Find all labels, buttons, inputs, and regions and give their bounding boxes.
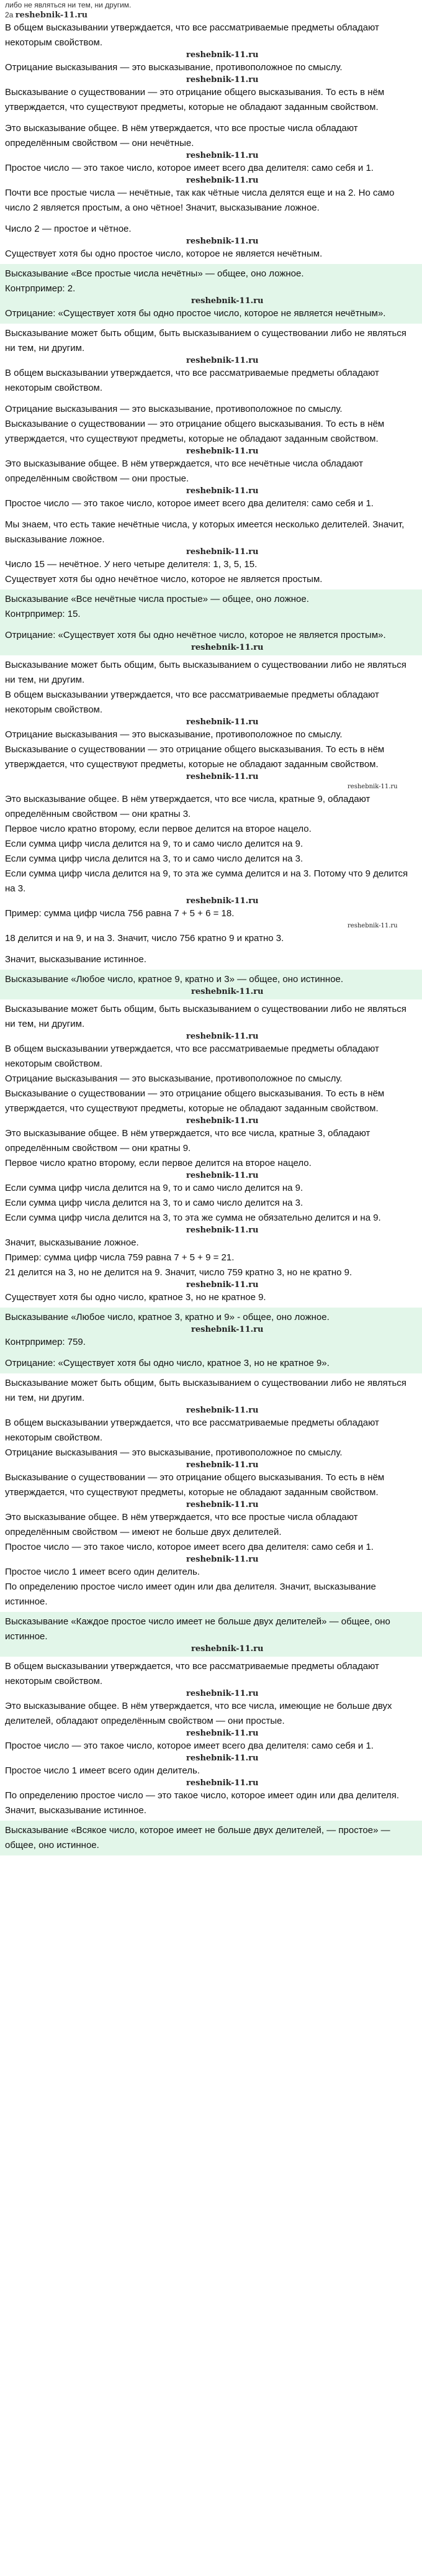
watermark-logo: reshebnik-11.ru [186, 1032, 259, 1041]
fact: Простое число 1 имеет всего один делитель. [5, 1567, 200, 1577]
watermark-logo: reshebnik-11.ru [186, 50, 259, 60]
example-conclusion: 21 делится на 3, но не делится на 9. Значит, число 759 кратно 3, но не кратно 9. [5, 1267, 352, 1278]
negation-definition: Отрицание высказывания — это высказывание, противоположное по смыслу. [5, 729, 343, 740]
reasoning: По определению простое число — это такое число, которое имеет один или два делителя. Значит, высказывание истинное. [5, 1790, 400, 1816]
truth-note: Значит, высказывание истинное. [5, 954, 146, 965]
existence-definition: Высказывание о существовании — это отрицание общего высказывания. То есть в нём утверждается, что существуют предметы, которые не обладают заданным свойством. [5, 744, 385, 770]
task-label: 2a [5, 11, 14, 19]
watermark-logo: reshebnik-11.ru [15, 11, 88, 20]
example: Пример: сумма цифр числа 756 равна 7 + 5 + 6 = 18. [5, 908, 235, 919]
watermark-logo: reshebnik-11.ru [186, 547, 259, 557]
reasoning: По определению простое число имеет один или два делителя. Значит, высказывание истинное. [5, 1582, 376, 1607]
intro: Высказывание может быть общим, быть высказыванием о существовании либо не являться ни тем, ни другим. [5, 660, 406, 685]
watermark-logo: reshebnik-11.ru [186, 1754, 259, 1763]
prime-definition: Простое число — это такое число, которое имеет всего два делителя: само себя и 1. [5, 1741, 374, 1751]
watermark-logo: reshebnik-11.ru [186, 772, 259, 781]
watermark-logo: reshebnik-11.ru [191, 987, 264, 996]
watermark-logo: reshebnik-11.ru [186, 1280, 259, 1290]
statement-type: Это высказывание общее. В нём утверждается, что все числа, имеющие не больше двух делителей, обладают определённым свойством — они простые. [5, 1701, 392, 1726]
answer: Высказывание «Всякое число, которое имеет не больше двух делителей, — простое» — общее, оно истинное. [5, 1825, 390, 1850]
watermark-logo-small: reshebnik-11.ru [348, 783, 398, 790]
watermark-logo: reshebnik-11.ru [186, 1500, 259, 1509]
watermark-logo: reshebnik-11.ru [186, 151, 259, 160]
solution-part-b [0, 326, 422, 655]
answer: Высказывание «Каждое простое число имеет не больше двух делителей» — общее, оно истинное. [5, 1616, 390, 1642]
reasoning: Если сумма цифр числа делится на 3, то эта же сумма не обязательно делится и на 9. [5, 1213, 381, 1223]
negation: Отрицание: «Существует хотя бы одно нечётное число, которое не является простым». [5, 630, 386, 640]
watermark-logo: reshebnik-11.ru [186, 1729, 259, 1738]
answer-box [0, 589, 422, 655]
watermark-logo: reshebnik-11.ru [186, 717, 259, 727]
divisibility-rule-9: Если сумма цифр числа делится на 9, то и само число делится на 9. [5, 839, 303, 849]
watermark-logo: reshebnik-11.ru [186, 486, 259, 496]
existence-statement: Существует хотя бы одно простое число, которое не является нечётным. [5, 248, 323, 259]
divisibility-rule-3: Если сумма цифр числа делится на 3, то и само число делится на 3. [5, 1198, 303, 1208]
watermark-logo: reshebnik-11.ru [186, 176, 259, 185]
reasoning: Мы знаем, что есть такие нечётные числа, у которых имеется несколько делителей. Значит, высказывание ложное. [5, 519, 405, 545]
intro: Высказывание может быть общим, быть высказыванием о существовании либо не являться ни тем, ни другим. [5, 328, 406, 353]
fact: Число 15 — нечётное. У него четыре делителя: 1, 3, 5, 15. [5, 559, 258, 570]
watermark-logo: reshebnik-11.ru [186, 1555, 259, 1564]
solution-part-f [0, 1659, 422, 1855]
watermark-logo: reshebnik-11.ru [191, 1644, 264, 1654]
watermark-logo: reshebnik-11.ru [186, 1171, 259, 1180]
fact: Простое число 1 имеет всего один делитель. [5, 1765, 200, 1776]
intro: Высказывание может быть общим, быть высказыванием о существовании либо не являться ни тем, ни другим. [5, 1004, 406, 1029]
watermark-logo: reshebnik-11.ru [186, 1460, 259, 1470]
existence-statement: Существует хотя бы одно нечётное число, которое не является простым. [5, 574, 323, 585]
answer-box [0, 1308, 422, 1373]
watermark-logo: reshebnik-11.ru [186, 1116, 259, 1126]
solution-part-d [0, 1002, 422, 1373]
negation: Отрицание: «Существует хотя бы одно число, кратное 3, но не кратное 9». [5, 1358, 330, 1368]
existence-statement: Существует хотя бы одно число, кратное 3, но не кратное 9. [5, 1292, 266, 1303]
prime-definition: Простое число — это такое число, которое имеет всего два делителя: само себя и 1. [5, 1542, 374, 1552]
divisibility-rule-3: Если сумма цифр числа делится на 3, то и само число делится на 3. [5, 853, 303, 864]
general-definition: В общем высказывании утверждается, что все рассматриваемые предметы обладают некоторым свойством. [5, 368, 379, 393]
negation-definition: Отрицание высказывания — это высказывание, противоположное по смыслу. [5, 404, 343, 414]
solution-part-c [0, 658, 422, 999]
counterexample: Контрпример: 15. [5, 609, 81, 619]
counterexample: Контрпример: 759. [5, 1337, 86, 1347]
answer-box [0, 264, 422, 324]
negation: Отрицание: «Существует хотя бы одно простое число, которое не является нечётным». [5, 308, 386, 319]
answer: Высказывание «Все нечётные числа простые» — общее, оно ложное. [5, 594, 309, 604]
multiple-definition: Первое число кратно второму, если первое делится на второе нацело. [5, 824, 312, 834]
general-definition: В общем высказывании утверждается, что все рассматриваемые предметы обладают некоторым свойством. [5, 690, 379, 715]
existence-definition: Высказывание о существовании — это отрицание общего высказывания. То есть в нём утверждается, что существуют предметы, которые не обладают заданным свойством. [5, 87, 385, 112]
general-definition: В общем высказывании утверждается, что все рассматриваемые предметы обладают некоторым свойством. [5, 1661, 379, 1686]
watermark-logo: reshebnik-11.ru [186, 1226, 259, 1235]
solution-part-a [0, 20, 422, 324]
prime-definition: Простое число — это такое число, которое имеет всего два делителя: само себя и 1. [5, 163, 374, 173]
falsity-note: Значит, высказывание ложное. [5, 1237, 139, 1248]
answer: Высказывание «Любое число, кратное 9, кратно и 3» — общее, оно истинное. [5, 974, 344, 985]
top-fragment [0, 0, 422, 20]
watermark-logo: reshebnik-11.ru [186, 1689, 259, 1698]
watermark-logo: reshebnik-11.ru [186, 356, 259, 365]
existence-definition: Высказывание о существовании — это отрицание общего высказывания. То есть в нём утверждается, что существуют предметы, которые не обладают заданным свойством. [5, 419, 385, 444]
answer: Высказывание «Любое число, кратное 3, кратно и 9» - общее, оно ложное. [5, 1312, 330, 1322]
statement-type: Это высказывание общее. В нём утверждается, что все простые числа обладают определённым свойством — они нечётные. [5, 123, 358, 148]
example: Пример: сумма цифр числа 759 равна 7 + 5 + 9 = 21. [5, 1252, 235, 1263]
negation-definition: Отрицание высказывания — это высказывание, противоположное по смыслу. [5, 62, 343, 73]
watermark-logo-small: reshebnik-11.ru [348, 922, 398, 929]
existence-definition: Высказывание о существовании — это отрицание общего высказывания. То есть в нём утверждается, что существуют предметы, которые не обладают заданным свойством. [5, 1088, 385, 1114]
divisibility-rule-9: Если сумма цифр числа делится на 9, то и само число делится на 9. [5, 1183, 303, 1193]
watermark-logo: reshebnik-11.ru [186, 1778, 259, 1788]
counterexample: Контрпример: 2. [5, 283, 76, 294]
general-definition: В общем высказывании утверждается, что все рассматриваемые предметы обладают некоторым свойством. [5, 1418, 379, 1443]
watermark-logo: reshebnik-11.ru [186, 896, 259, 906]
statement-type: Это высказывание общее. В нём утверждается, что все нечётные числа обладают определённым свойством — они простые. [5, 458, 363, 484]
statement-type: Это высказывание общее. В нём утверждается, что все простые числа обладают определённым свойством — имеют не больше двух делителей. [5, 1512, 358, 1537]
answer-box [0, 1821, 422, 1855]
watermark-logo: reshebnik-11.ru [186, 237, 259, 246]
solution-part-e [0, 1376, 422, 1657]
fact: Число 2 — простое и чётное. [5, 224, 132, 234]
answer-box [0, 970, 422, 999]
general-definition: В общем высказывании утверждается, что все рассматриваемые предметы обладают некоторым свойством. [5, 1044, 379, 1069]
example-conclusion: 18 делится и на 9, и на 3. Значит, число 756 кратно 9 и кратно 3. [5, 933, 284, 944]
watermark-logo: reshebnik-11.ru [191, 296, 264, 306]
top-fragment-text: либо не являться ни тем, ни другим. [5, 1, 132, 9]
watermark-logo: reshebnik-11.ru [191, 643, 264, 652]
watermark-logo: reshebnik-11.ru [186, 447, 259, 456]
statement-type: Это высказывание общее. В нём утверждается, что все числа, кратные 3, обладают определённым свойством — они кратны 9. [5, 1128, 370, 1154]
watermark-logo: reshebnik-11.ru [186, 75, 259, 84]
answer-box [0, 1612, 422, 1657]
multiple-definition: Первое число кратно второму, если первое делится на второе нацело. [5, 1158, 312, 1168]
general-definition: В общем высказывании утверждается, что все рассматриваемые предметы обладают некоторым свойством. [5, 22, 379, 48]
watermark-logo: reshebnik-11.ru [191, 1325, 264, 1334]
watermark-logo: reshebnik-11.ru [186, 1406, 259, 1415]
negation-definition: Отрицание высказывания — это высказывание, противоположное по смыслу. [5, 1447, 343, 1458]
existence-definition: Высказывание о существовании — это отрицание общего высказывания. То есть в нём утверждается, что существуют предметы, которые не обладают заданным свойством. [5, 1472, 385, 1498]
negation-definition: Отрицание высказывания — это высказывание, противоположное по смыслу. [5, 1073, 343, 1084]
prime-definition: Простое число — это такое число, которое имеет всего два делителя: само себя и 1. [5, 498, 374, 509]
reasoning: Почти все простые числа — нечётные, так как чётные числа делятся еще и на 2. Но само число 2 является простым, а оно чётное! Значит, высказывание ложное. [5, 188, 395, 213]
answer: Высказывание «Все простые числа нечётны» — общее, оно ложное. [5, 268, 304, 279]
reasoning: Если сумма цифр числа делится на 9, то эта же сумма делится и на 3. Потому что 9 делится на 3. [5, 868, 408, 894]
intro: Высказывание может быть общим, быть высказыванием о существовании либо не являться ни тем, ни другим. [5, 1378, 406, 1403]
statement-type: Это высказывание общее. В нём утверждается, что все числа, кратные 9, обладают определённым свойством — они кратны 3. [5, 794, 370, 819]
